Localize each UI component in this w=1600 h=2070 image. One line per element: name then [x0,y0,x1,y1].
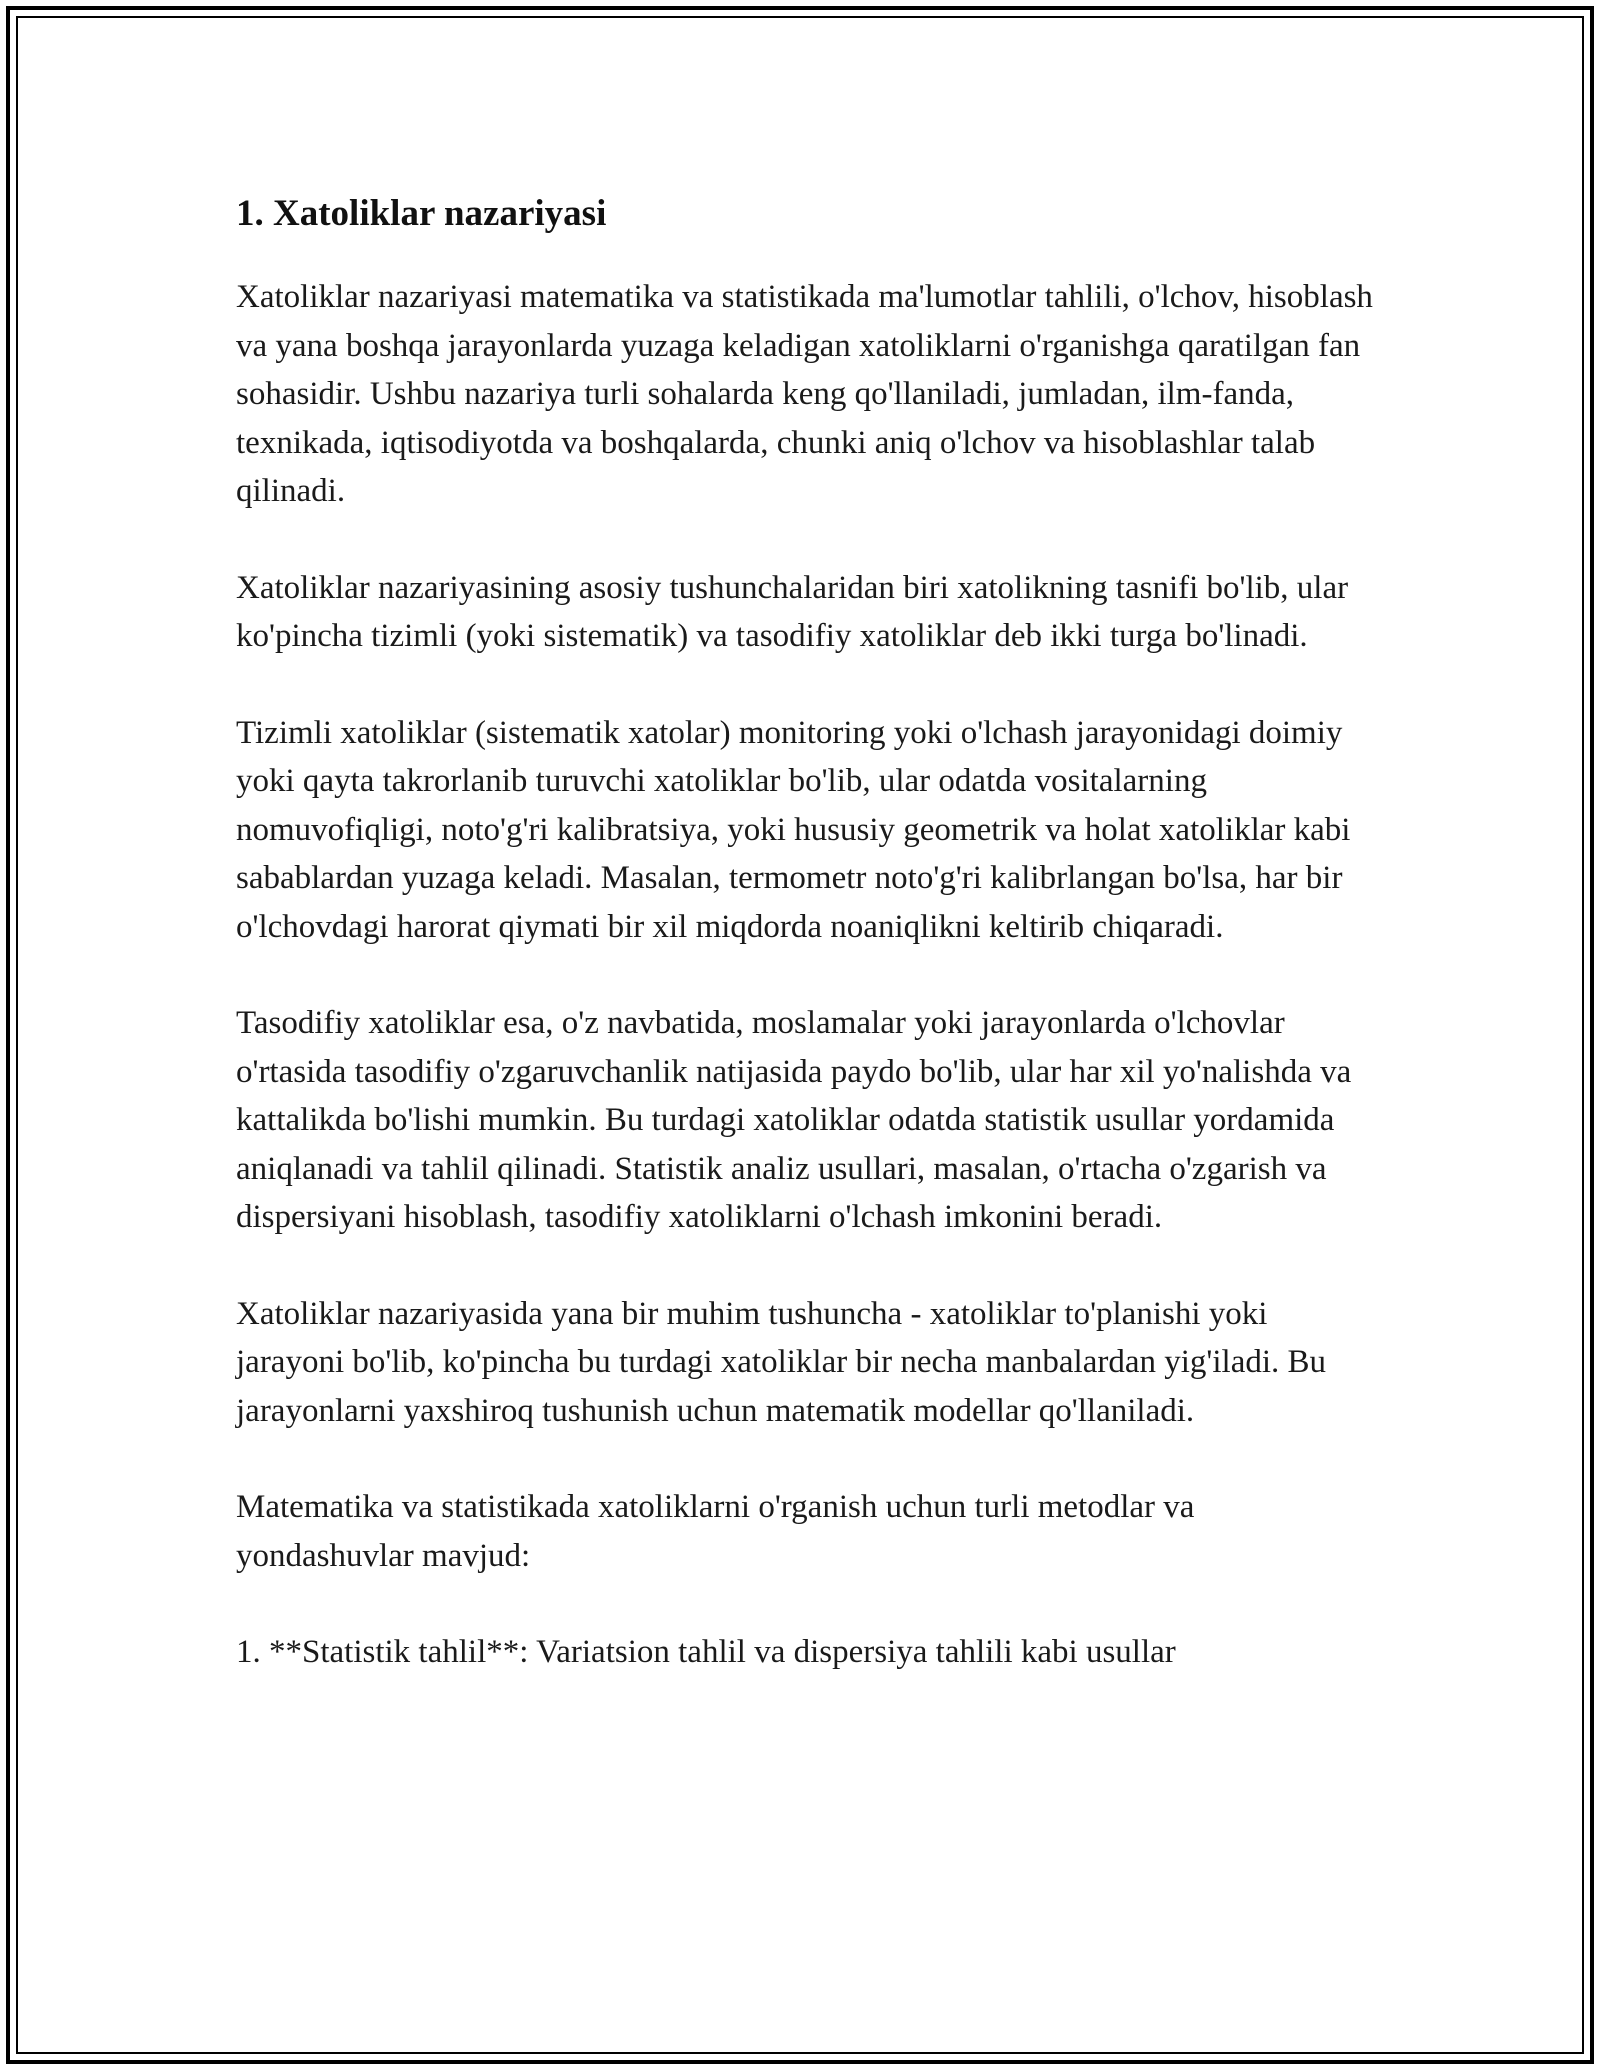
paragraph-methods-intro: Matematika va statistikada xatoliklarni o'rganish uchun turli metodlar va yondashuvlar mavjud: [236,1489,1195,1574]
paragraph-random-errors: Tasodifiy xatoliklar esa, o'z navbatida, moslamalar yoki jarayonlarda o'lchovlar o'rtasida tasodifiy o'zgaruvchanlik natijasida paydo bo'lib, ular har xil yo'nalishda va kattalikda bo'lishi mumkin. Bu turdagi xatoliklar odatda statistik usullar yordamida aniqlanadi va tahlil qilinadi. Statistik analiz usullari, masalan, o'rtacha o'zgarish va dispersiyani hisoblash, tasodifiy xatoliklarni o'lchash imkonini beradi. [236,1005,1352,1235]
paragraph-classification: Xatoliklar nazariyasining asosiy tushunchalaridan biri xatolikning tasnifi bo'lib, ular ko'pincha tizimli (yoki sistematik) va tasodifiy xatoliklar deb ikki turga bo'linadi. [236,569,1349,654]
document-title: 1. Xatoliklar nazariyasi [236,193,607,234]
paragraph-systematic-errors: Tizimli xatoliklar (sistematik xatolar) monitoring yoki o'lchash jarayonidagi doimiy yoki qayta takrorlanib turuvchi xatoliklar bo'lib, ular odatda vositalarning nomuvofiqligi, noto'g'ri kalibratsiya, yoki hususiy geometrik va holat xatoliklar kabi sabablardan yuzaga keladi. Masalan, termometr noto'g'ri kalibrlangan bo'lsa, har bir o'lchovdagi harorat qiymati bir xil miqdorda noaniqlikni keltirib chiqaradi. [236,714,1351,945]
paragraph-intro: Xatoliklar nazariyasi matematika va statistikada ma'lumotlar tahlili, o'lchov, hisoblash va yana boshqa jarayonlarda yuzaga keladigan xatoliklarni o'rganishga qaratilgan fan sohasidir. Ushbu nazariya turli sohalarda keng qo'llaniladi, jumladan, ilm-fanda, texnikada, iqtisodiyotda va boshqalarda, chunki aniq o'lchov va hisoblashlar talab qilinadi. [236,279,1373,509]
paragraph-error-accumulation: Xatoliklar nazariyasida yana bir muhim tushuncha - xatoliklar to'planishi yoki jarayoni bo'lib, ko'pincha bu turdagi xatoliklar bir necha manbalardan yig'iladi. Bu jarayonlarni yaxshiroq tushunish uchun matematik modellar qo'llaniladi. [236,1295,1327,1429]
list-item-statistical-analysis: 1. **Statistik tahlil**: Variatsion tahlil va dispersiya tahlili kabi usullar [236,1634,1176,1670]
document-body [236,185,1376,1677]
